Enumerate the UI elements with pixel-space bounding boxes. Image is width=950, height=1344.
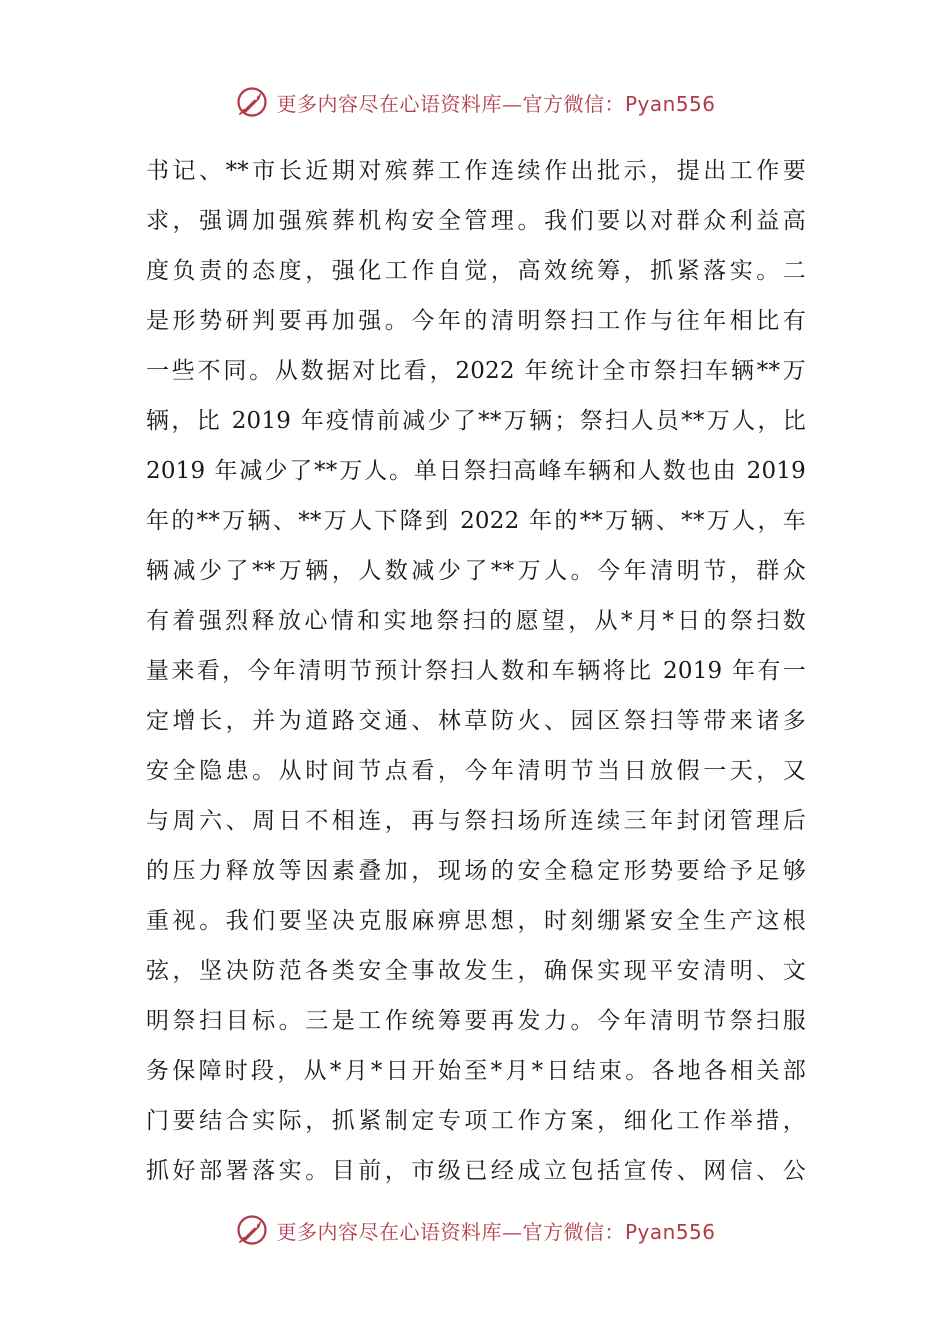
pen-nib-logo-icon <box>234 1212 270 1248</box>
body-line: 书记、**市长近期对殡葬工作连续作出批示，提出工作要 <box>146 158 806 184</box>
watermark-cn-text: 更多内容尽在心语资料库—官方微信： <box>276 1219 625 1244</box>
header-watermark <box>0 82 950 122</box>
body-line: 量来看，今年清明节预计祭扫人数和车辆将比 2019 年有一 <box>146 658 806 684</box>
body-line: 与周六、周日不相连，再与祭扫场所连续三年封闭管理后 <box>146 808 806 834</box>
body-line: 的压力释放等因素叠加，现场的安全稳定形势要给予足够 <box>146 858 806 884</box>
pen-nib-logo-icon <box>234 84 270 120</box>
body-line: 有着强烈释放心情和实地祭扫的愿望，从*月*日的祭扫数 <box>146 608 806 634</box>
watermark-text <box>276 88 715 117</box>
watermark-text <box>276 1216 715 1245</box>
document-body <box>146 146 806 1196</box>
body-line: 2019 年减少了**万人。单日祭扫高峰车辆和人数也由 2019 <box>146 458 806 484</box>
body-line: 年的**万辆、**万人下降到 2022 年的**万辆、**万人，车 <box>146 508 806 534</box>
body-line: 是形势研判要再加强。今年的清明祭扫工作与往年相比有 <box>146 308 806 334</box>
body-line: 务保障时段，从*月*日开始至*月*日结束。各地各相关部 <box>146 1058 806 1084</box>
body-line: 辆，比 2019 年疫情前减少了**万辆；祭扫人员**万人，比 <box>146 408 806 434</box>
watermark-wechat-id: Pyan556 <box>624 91 716 116</box>
watermark-wechat-id: Pyan556 <box>624 1219 716 1244</box>
body-line: 定增长，并为道路交通、林草防火、园区祭扫等带来诸多 <box>146 708 806 734</box>
body-line: 求，强调加强殡葬机构安全管理。我们要以对群众利益高 <box>146 208 806 234</box>
body-line: 安全隐患。从时间节点看，今年清明节当日放假一天，又 <box>146 758 806 784</box>
body-line: 明祭扫目标。三是工作统筹要再发力。今年清明节祭扫服 <box>146 1008 806 1034</box>
body-line: 抓好部署落实。目前，市级已经成立包括宣传、网信、公 <box>146 1158 806 1184</box>
body-line: 弦，坚决防范各类安全事故发生，确保实现平安清明、文 <box>146 958 806 984</box>
body-line: 一些不同。从数据对比看，2022 年统计全市祭扫车辆**万 <box>146 358 806 384</box>
body-line: 门要结合实际，抓紧制定专项工作方案，细化工作举措， <box>146 1108 806 1134</box>
footer-watermark <box>0 1210 950 1250</box>
watermark-cn-text: 更多内容尽在心语资料库—官方微信： <box>276 91 625 116</box>
body-line: 度负责的态度，强化工作自觉，高效统筹，抓紧落实。二 <box>146 258 806 284</box>
body-line: 重视。我们要坚决克服麻痹思想，时刻绷紧安全生产这根 <box>146 908 806 934</box>
body-line: 辆减少了**万辆，人数减少了**万人。今年清明节，群众 <box>146 558 806 584</box>
